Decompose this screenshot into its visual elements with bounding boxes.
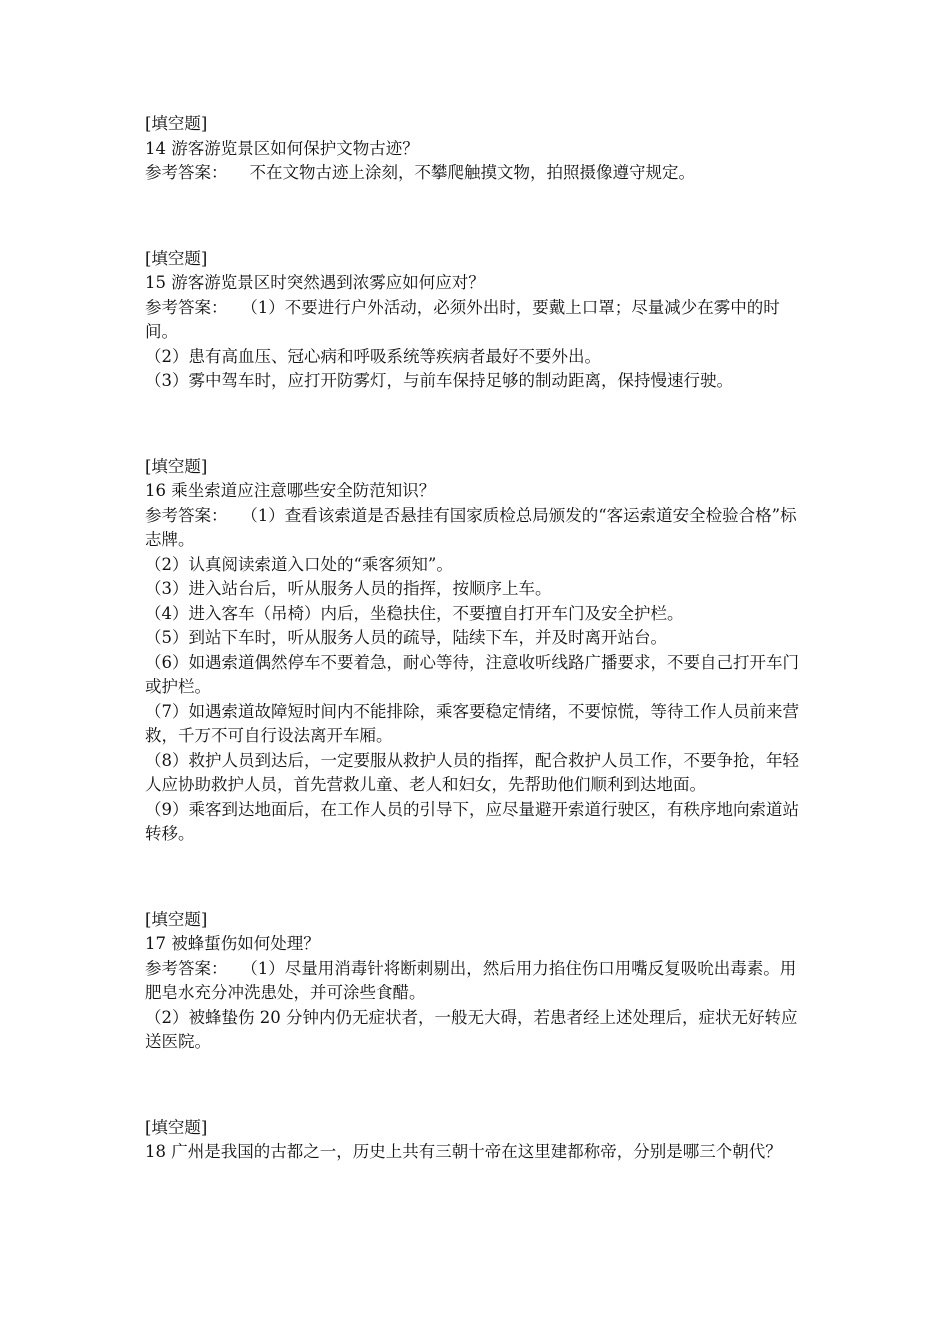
answer-item: （8）救护人员到达后，一定要服从救护人员的指挥，配合救护人员工作，不要争抢，年轻人应协助救护人员，首先营救儿童、老人和妇女，先帮助他们顺利到达地面。: [145, 750, 799, 794]
question-text: 17 被蜂蜇伤如何处理？: [145, 934, 320, 953]
question-block: [145, 247, 810, 394]
answer-first-line: [145, 161, 810, 186]
answer-item: （7）如遇索道故障短时间内不能排除，乘客要稳定情绪，不要惊慌，等待工作人员前来营救，千万不可自行设法离开车厢。: [145, 701, 799, 745]
answer-text: （1）尽量用消毒针将断刺剔出，然后用力掐住伤口用嘴反复吸吮出毒素。用肥皂水充分冲洗患处，并可涂些食醋。: [145, 958, 797, 1002]
answer-label: 参考答案：: [145, 505, 228, 525]
answer-item: （2）患有高血压、冠心病和呼吸系统等疾病者最好不要外出。: [145, 346, 601, 366]
question-block: [145, 112, 810, 186]
answer-item: （2）被蜂蛰伤 20 分钟内仍无症状者，一般无大碍，若患者经上述处理后，症状无好转应送医院。: [145, 1007, 798, 1051]
question-text: 15 游客游览景区时突然遇到浓雾应如何应对？: [145, 273, 485, 292]
answer-label: 参考答案：: [145, 297, 228, 317]
answer-item: （4）进入客车（吊椅）内后，坐稳扶住，不要擅自打开车门及安全护栏。: [145, 603, 684, 623]
answer-first-line: [145, 957, 810, 1006]
answer-text: 不在文物古迹上涂刻，不攀爬触摸文物，拍照摄像遵守规定。: [249, 163, 695, 182]
answer-text: （1）不要进行户外活动，必须外出时，要戴上口罩；尽量减少在雾中的时间。: [145, 297, 780, 341]
answer-label: 参考答案：: [145, 958, 228, 978]
answer-first-line: [145, 296, 810, 345]
question-text: 18 广州是我国的古都之一，历史上共有三朝十帝在这里建都称帝，分别是哪三个朝代？: [145, 1142, 782, 1161]
answer-item: （9）乘客到达地面后，在工作人员的引导下，应尽量避开索道行驶区，有秩序地向索道站转移。: [145, 799, 799, 843]
answer-first-line: [145, 504, 810, 553]
question-type-tag: [填空题]: [145, 909, 208, 929]
question-text: 16 乘坐索道应注意哪些安全防范知识？: [145, 481, 436, 500]
question-type-tag: [填空题]: [145, 114, 208, 133]
question-text: 14 游客游览景区如何保护文物古迹？: [145, 138, 419, 158]
question-type-tag: [填空题]: [145, 456, 208, 476]
answer-item: （3）雾中驾车时，应打开防雾灯，与前车保持足够的制动距离，保持慢速行驶。: [145, 371, 733, 390]
question-type-tag: [填空题]: [145, 1117, 208, 1137]
question-type-tag: [填空题]: [145, 248, 208, 268]
answer-item: （2）认真阅读索道入口处的“乘客须知”。: [145, 554, 453, 574]
question-block: [145, 455, 810, 847]
document-page: [145, 112, 810, 1226]
answer-item: （3）进入站台后，听从服务人员的指挥，按顺序上车。: [145, 579, 552, 598]
answer-text: （1）查看该索道是否悬挂有国家质检总局颁发的“客运索道安全检验合格”标志牌。: [145, 505, 797, 549]
question-block: [145, 1116, 810, 1165]
answer-item: （5）到站下车时，听从服务人员的疏导，陆续下车，并及时离开站台。: [145, 628, 667, 647]
answer-label: 参考答案：: [145, 163, 228, 182]
question-block: [145, 908, 810, 1055]
answer-item: （6）如遇索道偶然停车不要着急，耐心等待，注意收听线路广播要求，不要自己打开车门或护栏。: [145, 652, 799, 696]
